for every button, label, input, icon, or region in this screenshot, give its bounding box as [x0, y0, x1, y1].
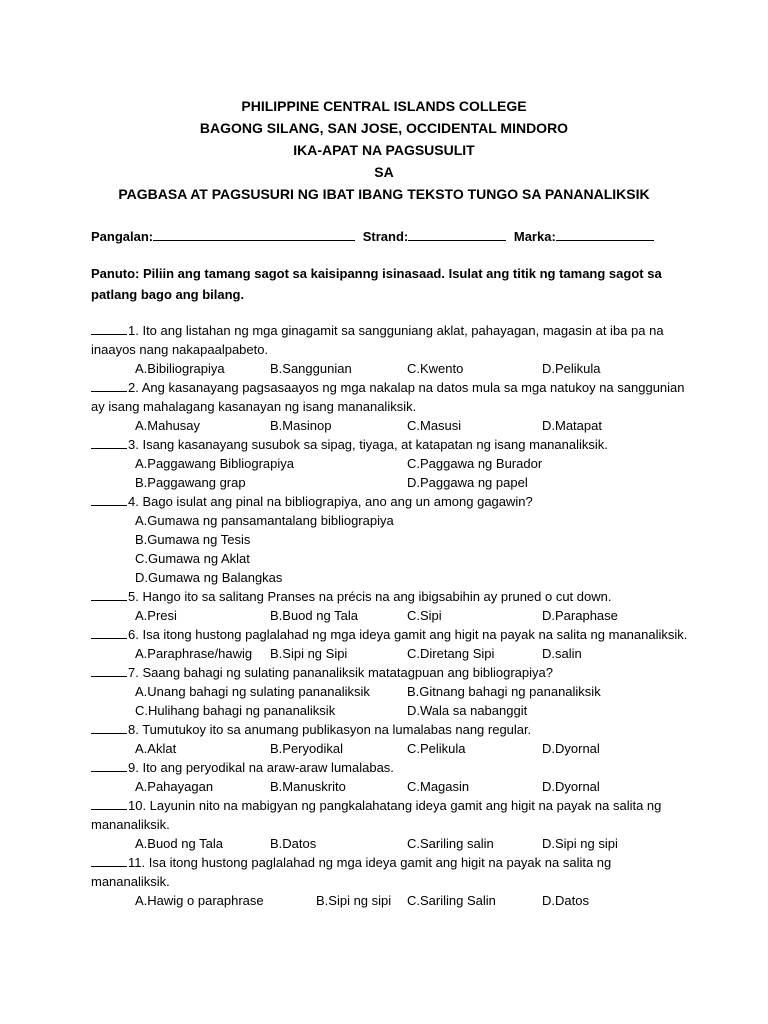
question-text: 1. Ito ang listahan ng mga ginagamit sa sangguniang aklat, pahayagan, magasin at iba pa na inaayos nang nakapaalpabeto.	[91, 323, 664, 357]
question-item	[91, 378, 691, 416]
option-b: B.Sanggunian	[270, 361, 352, 376]
question-text: 10. Layunin nito na mabigyan ng pangkalahatang ideya gamit ang higit na payak na salita ng mananaliksik.	[91, 798, 662, 832]
option-c: C.Sariling salin	[407, 836, 494, 851]
option-a: A.Presi	[135, 608, 177, 623]
question-text: 2. Ang kasanayang pagsasaayos ng mga nakalap na datos mula sa mga natukoy na sanggunian ay isang mahalagang kasanayan ng isang mananaliksik.	[91, 380, 685, 414]
question-item	[91, 625, 691, 644]
subject-title: PAGBASA AT PAGSUSURI NG IBAT IBANG TEKSTO TUNGO SA PANANALIKSIK	[118, 186, 650, 202]
question-text: 7. Saang bahagi ng sulating pananaliksik matatagpuan ang bibliograpiya?	[128, 665, 553, 680]
name-label: Pangalan:	[91, 229, 154, 244]
question-text: 9. Ito ang peryodikal na araw-araw lumalabas.	[128, 760, 394, 775]
option-a: A.Buod ng Tala	[135, 836, 223, 851]
strand-blank[interactable]	[408, 226, 506, 241]
option-row	[91, 416, 691, 435]
question-item	[91, 321, 691, 359]
answer-blank[interactable]	[91, 492, 127, 506]
option-a: A.Pahayagan	[135, 779, 214, 794]
exam-title: IKA-APAT NA PAGSUSULIT	[293, 142, 475, 158]
score-blank[interactable]	[556, 226, 654, 241]
option-d: D.Pelikula	[542, 361, 601, 376]
option-d: D.Matapat	[542, 418, 602, 433]
option-d: D.Paraphase	[542, 608, 618, 623]
option-b: B.Buod ng Tala	[270, 608, 358, 623]
question-item	[91, 492, 691, 511]
option-row	[91, 739, 691, 758]
option-b: B.Sipi ng sipi	[316, 893, 392, 908]
answer-blank[interactable]	[91, 796, 127, 810]
option-list	[91, 511, 691, 587]
question-text: 5. Hango ito sa salitang Pranses na précis na ang ibigsabihin ay pruned o cut down.	[128, 589, 612, 604]
option-a: A.Aklat	[135, 741, 177, 756]
school-name: PHILIPPINE CENTRAL ISLANDS COLLEGE	[241, 98, 527, 114]
name-blank[interactable]	[153, 226, 355, 241]
question-item	[91, 796, 691, 834]
option-b: B.Gumawa ng Tesis	[135, 532, 251, 547]
exam-header	[0, 95, 768, 205]
option-d: D.Sipi ng sipi	[542, 836, 618, 851]
option-c: C.Hulihang bahagi ng pananaliksik	[135, 703, 336, 718]
option-row	[91, 473, 691, 492]
option-a: A.Paraphrase/hawig	[135, 646, 253, 661]
option-row	[91, 606, 691, 625]
score-label: Marka:	[513, 229, 556, 244]
option-a: A.Gumawa ng pansamantalang bibliograpiya	[135, 513, 394, 528]
option-b: B.Peryodikal	[270, 741, 343, 756]
student-info-line	[91, 226, 654, 246]
strand-label: Strand:	[362, 229, 409, 244]
question-item	[91, 435, 691, 454]
option-c: C.Paggawa ng Burador	[407, 456, 543, 471]
exam-title-connector: SA	[374, 164, 394, 180]
answer-blank[interactable]	[91, 853, 127, 867]
option-c: C.Pelikula	[407, 741, 466, 756]
option-c: C.Magasin	[407, 779, 470, 794]
question-text: 3. Isang kasanayang susubok sa sipag, tiyaga, at katapatan ng isang mananaliksik.	[128, 437, 608, 452]
answer-blank[interactable]	[91, 625, 127, 639]
option-d: D.Paggawa ng papel	[407, 475, 528, 490]
option-c: C.Gumawa ng Aklat	[135, 551, 250, 566]
option-row	[91, 644, 691, 663]
option-b: B.Masinop	[270, 418, 332, 433]
option-a: A.Mahusay	[135, 418, 201, 433]
option-a: A.Hawig o paraphrase	[135, 893, 264, 908]
option-c: C.Diretang Sipi	[407, 646, 495, 661]
option-c: C.Sariling Salin	[407, 893, 496, 908]
option-row	[91, 891, 691, 910]
option-b: B.Gitnang bahagi ng pananaliksik	[407, 684, 601, 699]
option-c: C.Kwento	[407, 361, 464, 376]
option-b: B.Paggawang grap	[135, 475, 246, 490]
question-list	[91, 321, 691, 910]
question-text: 8. Tumutukoy ito sa anumang publikasyon na lumalabas nang regular.	[128, 722, 532, 737]
question-text: 6. Isa itong hustong paglalahad ng mga ideya gamit ang higit na payak na salita ng mananaliksik.	[128, 627, 688, 642]
answer-blank[interactable]	[91, 378, 127, 392]
option-b: B.Manuskrito	[270, 779, 346, 794]
question-item	[91, 587, 691, 606]
answer-blank[interactable]	[91, 321, 127, 335]
answer-blank[interactable]	[91, 587, 127, 601]
directions: Panuto: Piliin ang tamang sagot sa kaisipanng isinasaad. Isulat ang titik ng tamang sagot sa patlang bago ang bilang.	[91, 266, 662, 302]
option-b: B.Datos	[270, 836, 317, 851]
school-address: BAGONG SILANG, SAN JOSE, OCCIDENTAL MINDORO	[199, 120, 569, 136]
option-row	[91, 359, 691, 378]
question-text: 11. Isa itong hustong paglalahad ng mga ideya gamit ang higit na payak na salita ng mananaliksik.	[91, 855, 612, 889]
answer-blank[interactable]	[91, 435, 127, 449]
option-d: D.Wala sa nabanggit	[407, 703, 528, 718]
option-row	[91, 777, 691, 796]
option-row	[91, 701, 691, 720]
option-a: A.Paggawang Bibliograpiya	[135, 456, 294, 471]
option-row	[91, 834, 691, 853]
question-item	[91, 758, 691, 777]
answer-blank[interactable]	[91, 663, 127, 677]
question-item	[91, 853, 691, 891]
option-d: D.Gumawa ng Balangkas	[135, 570, 283, 585]
option-d: D.salin	[542, 646, 582, 661]
option-row	[91, 454, 691, 473]
option-d: D.Dyornal	[542, 779, 600, 794]
question-text: 4. Bago isulat ang pinal na bibliograpiya, ano ang un among gagawin?	[128, 494, 533, 509]
option-row	[91, 682, 691, 701]
option-b: B.Sipi ng Sipi	[270, 646, 348, 661]
question-item	[91, 720, 691, 739]
option-a: A.Unang bahagi ng sulating pananaliksik	[135, 684, 370, 699]
answer-blank[interactable]	[91, 758, 127, 772]
question-item	[91, 663, 691, 682]
option-d: D.Datos	[542, 893, 589, 908]
option-c: C.Masusi	[407, 418, 462, 433]
answer-blank[interactable]	[91, 720, 127, 734]
option-a: A.Bibiliograpiya	[135, 361, 225, 376]
option-d: D.Dyornal	[542, 741, 600, 756]
option-c: C.Sipi	[407, 608, 442, 623]
